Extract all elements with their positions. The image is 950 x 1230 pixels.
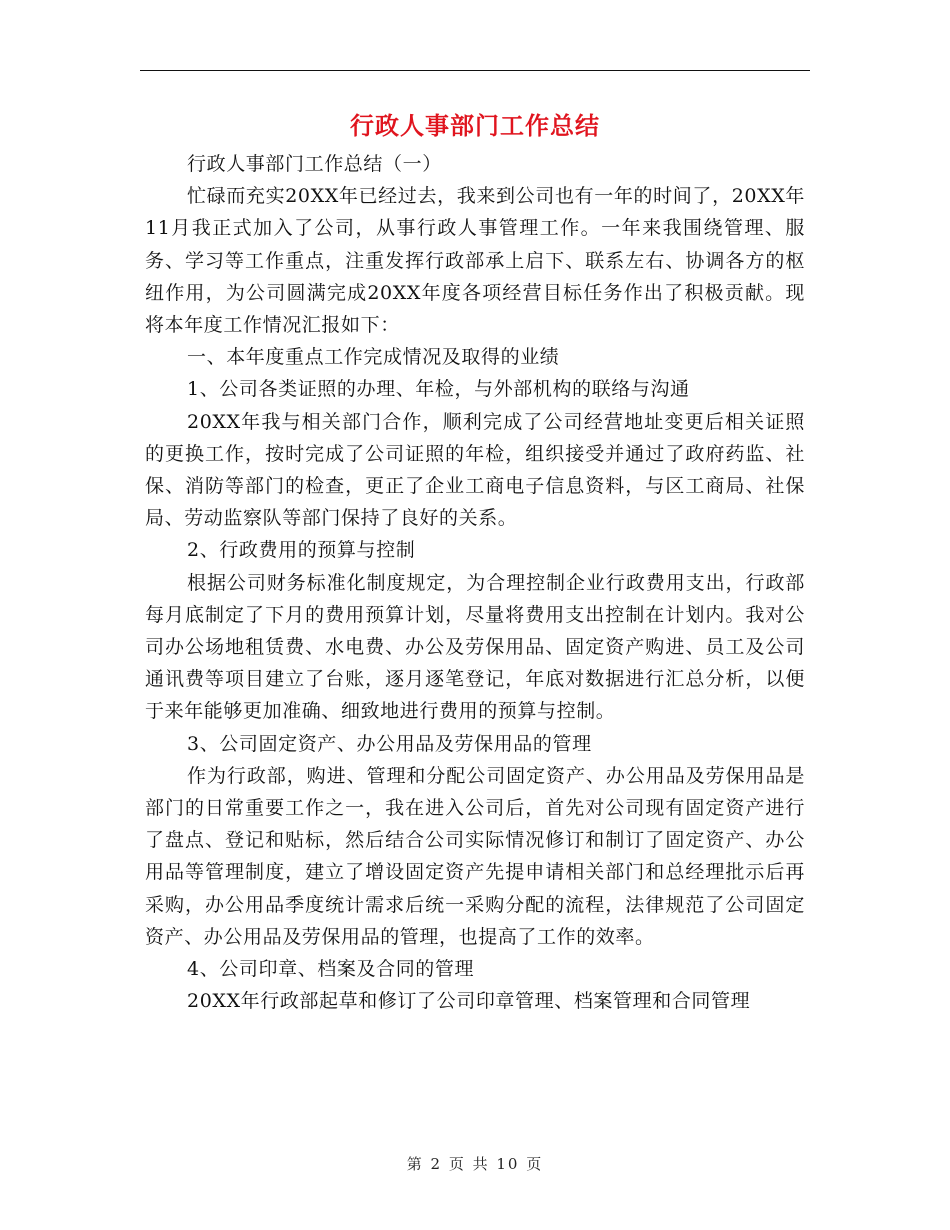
paragraph: 20XX年行政部起草和修订了公司印章管理、档案管理和合同管理 <box>187 990 751 1013</box>
subsection-heading: 3、公司固定资产、办公用品及劳保用品的管理 <box>187 732 592 755</box>
section-heading: 一、本年度重点工作完成情况及取得的业绩 <box>187 346 560 369</box>
subsection-heading: 2、行政费用的预算与控制 <box>187 539 416 562</box>
subsection-heading: 4、公司印章、档案及合同的管理 <box>187 958 475 981</box>
paragraph: 作为行政部，购进、管理和分配公司固定资产、办公用品及劳保用品是部门的日常重要工作之一，我在进入公司后，首先对公司现有固定资产进行了盘点、登记和贴标，然后结合公司实际情况修订和制订了固定资产、办公用品等管理制度，建立了增设固定资产先提申请相关部门和总经理批示后再采购，办公用品季度统计需求后统一采购分配的流程，法律规范了公司固定资产、办公用品及劳保用品的管理，也提高了工作的效率。 <box>145 764 805 948</box>
subsection-heading: 1、公司各类证照的办理、年检，与外部机构的联络与沟通 <box>187 378 690 401</box>
paragraph: 20XX年我与相关部门合作，顺利完成了公司经营地址变更后相关证照的更换工作，按时完成了公司证照的年检，组织接受并通过了政府药监、社保、消防等部门的检查，更正了企业工商电子信息资料，与区工商局、社保局、劳动监察队等部门保持了良好的关系。 <box>145 410 805 530</box>
paragraph: 根据公司财务标准化制度规定，为合理控制企业行政费用支出，行政部每月底制定了下月的费用预算计划，尽量将费用支出控制在计划内。我对公司办公场地租赁费、水电费、办公及劳保用品、固定资产购进、员工及公司通讯费等项目建立了台账，逐月逐笔登记，年底对数据进行汇总分析，以便于来年能够更加准确、细致地进行费用的预算与控制。 <box>145 571 805 723</box>
header-rule <box>140 70 810 71</box>
document-title: 行政人事部门工作总结 <box>350 111 600 140</box>
page-number-footer: 第 2 页 共 10 页 <box>406 1155 544 1173</box>
document-body <box>145 148 805 1017</box>
paragraph-subtitle: 行政人事部门工作总结（一） <box>187 153 442 175</box>
paragraph-intro: 忙碌而充实20XX年已经过去，我来到公司也有一年的时间了，20XX年11月我正式加入了公司，从事行政人事管理工作。一年来我围绕管理、服务、学习等工作重点，注重发挥行政部承上启下、联系左右、协调各方的枢纽作用，为公司圆满完成20XX年度各项经营目标任务作出了积极贡献。现将本年度工作情况汇报如下： <box>145 185 805 337</box>
